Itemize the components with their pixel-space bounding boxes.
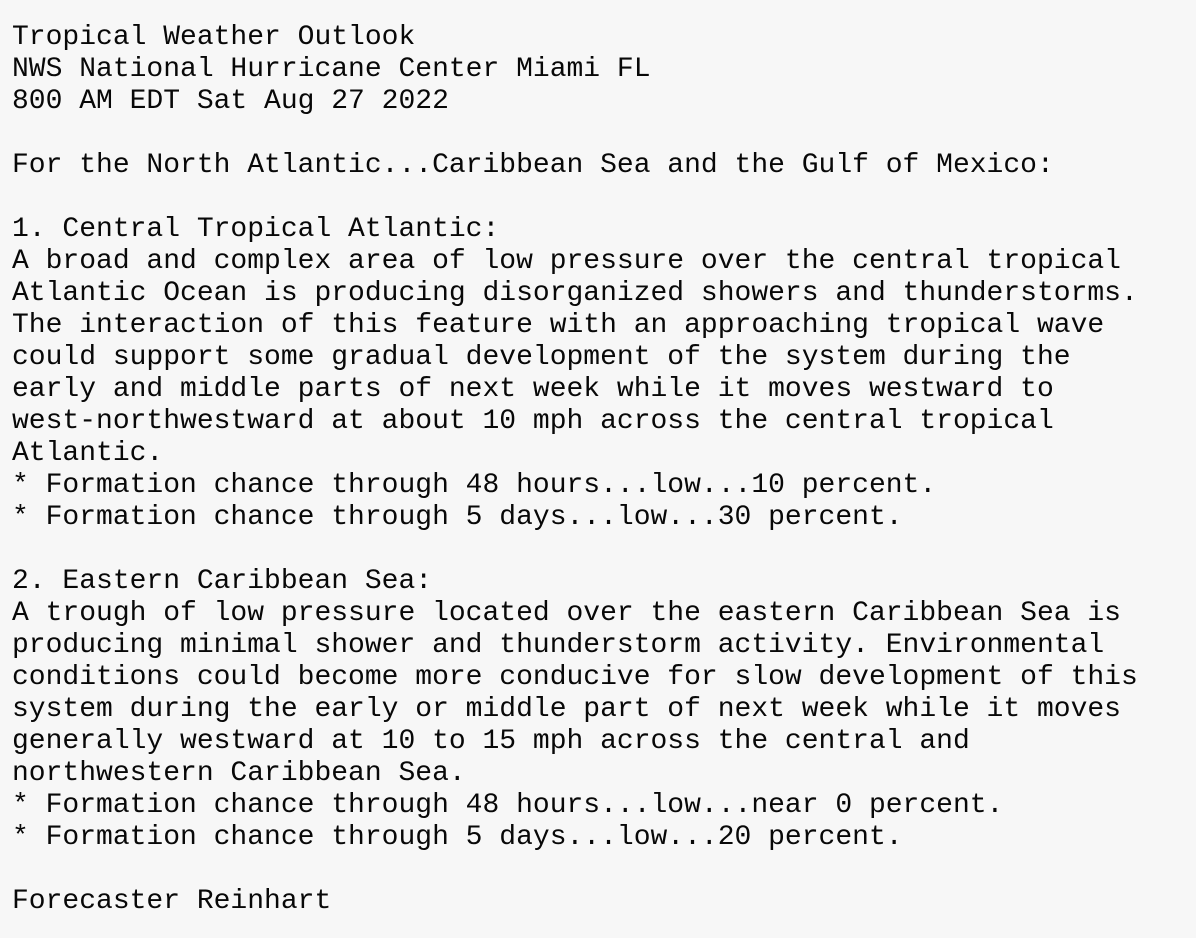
section-body-line: A trough of low pressure located over the eastern Caribbean Sea is [12, 598, 1121, 629]
section-body-line: generally westward at 10 to 15 mph across the central and [12, 726, 970, 757]
section-eastern-caribbean-sea [12, 566, 1186, 854]
bulletin-issue-time: 800 AM EDT Sat Aug 27 2022 [12, 86, 449, 117]
section-central-tropical-atlantic [12, 214, 1186, 534]
section-body-line: early and middle parts of next week while it moves westward to [12, 374, 1054, 405]
formation-chance-48hr: * Formation chance through 48 hours...low...near 0 percent. [12, 790, 1004, 821]
section-body-line: could support some gradual development of the system during the [12, 342, 1071, 373]
section-body-line: A broad and complex area of low pressure over the central tropical [12, 246, 1121, 277]
bulletin-scope: For the North Atlantic...Caribbean Sea and the Gulf of Mexico: [12, 150, 1054, 181]
section-body-line: producing minimal shower and thunderstorm activity. Environmental [12, 630, 1105, 661]
formation-chance-5day: * Formation chance through 5 days...low...20 percent. [12, 822, 903, 853]
formation-chance-5day: * Formation chance through 5 days...low...30 percent. [12, 502, 903, 533]
section-body-line: system during the early or middle part of next week while it moves [12, 694, 1121, 725]
blank-line [12, 182, 1186, 214]
bulletin-issuer: NWS National Hurricane Center Miami FL [12, 54, 651, 85]
section-heading: 1. Central Tropical Atlantic: [12, 214, 500, 245]
section-body-line: conditions could become more conducive for slow development of this [12, 662, 1138, 693]
section-body-line: northwestern Caribbean Sea. [12, 758, 466, 789]
forecaster-signature: Forecaster Reinhart [12, 886, 332, 917]
blank-line [12, 854, 1186, 886]
bulletin-title: Tropical Weather Outlook [12, 22, 416, 53]
section-heading: 2. Eastern Caribbean Sea: [12, 566, 433, 597]
section-body-line: Atlantic. [12, 438, 164, 469]
section-body-line: The interaction of this feature with an approaching tropical wave [12, 310, 1105, 341]
section-body-line: Atlantic Ocean is producing disorganized showers and thunderstorms. [12, 278, 1138, 309]
blank-line [12, 118, 1186, 150]
section-body-line: west-northwestward at about 10 mph across the central tropical [12, 406, 1054, 437]
blank-line [12, 534, 1186, 566]
formation-chance-48hr: * Formation chance through 48 hours...low...10 percent. [12, 470, 937, 501]
